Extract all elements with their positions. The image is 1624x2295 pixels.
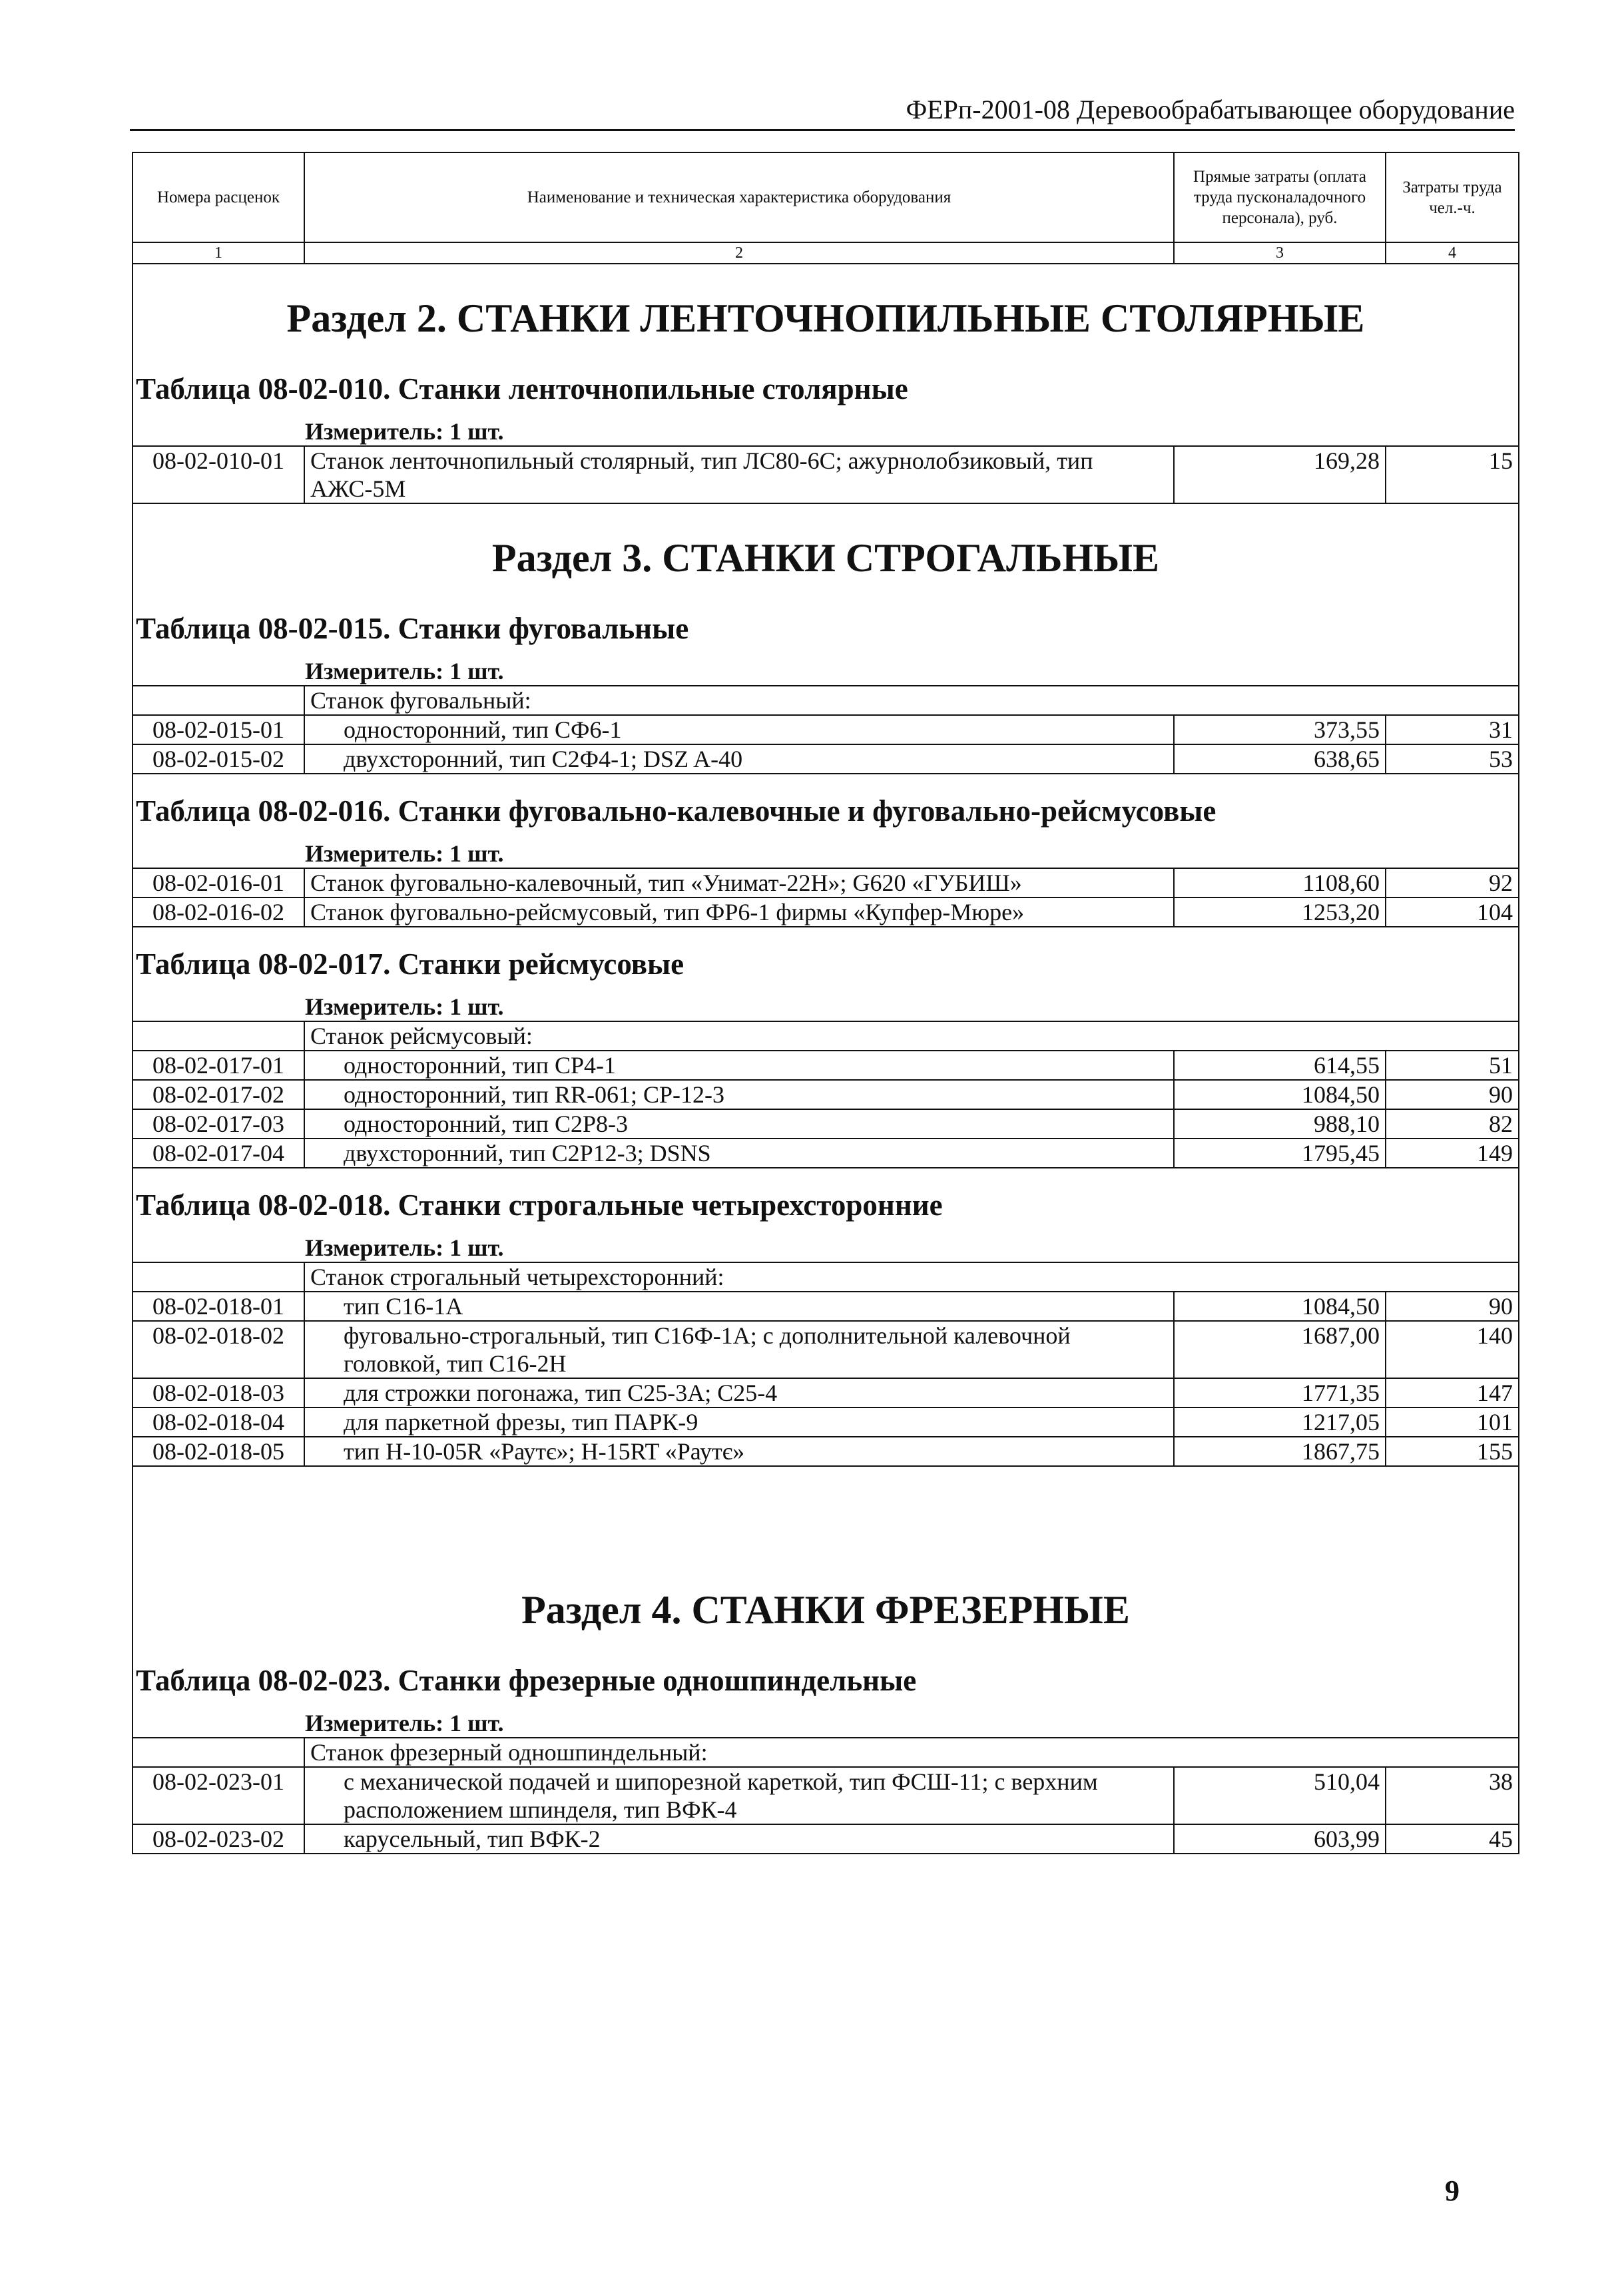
table-spacer — [133, 774, 1519, 784]
rate-code: 08-02-017-02 — [133, 1080, 304, 1109]
equipment-name: Станок фуговально-калевочный, тип «Унимат-22Н»; G620 «ГУБИШ» — [304, 868, 1174, 897]
labor-hours: 155 — [1386, 1437, 1519, 1466]
running-header: ФЕРп-2001-08 Деревообрабатывающее оборудование — [130, 95, 1515, 131]
direct-cost: 603,99 — [1174, 1824, 1386, 1854]
rate-code: 08-02-023-01 — [133, 1767, 304, 1824]
group-code-cell — [133, 1021, 304, 1051]
table-title: Таблица 08-02-016. Станки фуговально-калевочные и фуговально-рейсмусовые — [133, 784, 1519, 836]
labor-hours: 31 — [1386, 715, 1519, 744]
rate-code: 08-02-017-01 — [133, 1051, 304, 1080]
group-row — [133, 1738, 1519, 1767]
equipment-name: для паркетной фрезы, тип ПАРК-9 — [304, 1407, 1174, 1437]
measure-unit: Измеритель: 1 шт. — [133, 653, 1519, 686]
header-labor-costs: Затраты труда чел.-ч. — [1386, 152, 1519, 242]
direct-cost: 373,55 — [1174, 715, 1386, 744]
labor-hours: 140 — [1386, 1321, 1519, 1378]
equipment-name: тип H-10-05R «Раутє»; H-15RT «Раутє» — [304, 1437, 1174, 1466]
spacer-cell — [133, 927, 1519, 937]
direct-cost: 1867,75 — [1174, 1437, 1386, 1466]
table-spacer — [133, 1168, 1519, 1178]
labor-hours: 104 — [1386, 897, 1519, 927]
equipment-name: односторонний, тип RR-061; CP-12-3 — [304, 1080, 1174, 1109]
section-row — [133, 1466, 1519, 1653]
direct-cost: 1108,60 — [1174, 868, 1386, 897]
column-number-2: 2 — [304, 242, 1174, 264]
direct-cost: 1795,45 — [1174, 1139, 1386, 1168]
column-number-3: 3 — [1174, 242, 1386, 264]
rate-code: 08-02-023-02 — [133, 1824, 304, 1854]
labor-hours: 53 — [1386, 744, 1519, 774]
measure-row — [133, 1705, 1519, 1738]
equipment-name: фуговально-строгальный, тип С16Ф-1А; с дополнительной калевочной головкой, тип С16-2Н — [304, 1321, 1174, 1378]
direct-cost: 1253,20 — [1174, 897, 1386, 927]
equipment-name: для строжки погонажа, тип С25-3А; С25-4 — [304, 1378, 1174, 1407]
measure-row — [133, 836, 1519, 868]
rate-code: 08-02-017-04 — [133, 1139, 304, 1168]
direct-cost: 1687,00 — [1174, 1321, 1386, 1378]
rate-code: 08-02-018-05 — [133, 1437, 304, 1466]
rate-code: 08-02-018-03 — [133, 1378, 304, 1407]
group-code-cell — [133, 1262, 304, 1292]
table-row — [133, 1080, 1519, 1109]
table-title: Таблица 08-02-010. Станки ленточнопильные столярные — [133, 362, 1519, 413]
group-label: Станок строгальный четырехсторонний: — [304, 1262, 1519, 1292]
direct-cost: 1771,35 — [1174, 1378, 1386, 1407]
header-equipment-name: Наименование и техническая характеристика оборудования — [304, 152, 1174, 242]
table-row — [133, 1321, 1519, 1378]
labor-hours: 90 — [1386, 1080, 1519, 1109]
labor-hours: 147 — [1386, 1378, 1519, 1407]
table-row — [133, 1051, 1519, 1080]
group-label: Станок фуговальный: — [304, 686, 1519, 715]
direct-cost: 510,04 — [1174, 1767, 1386, 1824]
labor-hours: 101 — [1386, 1407, 1519, 1437]
labor-hours: 51 — [1386, 1051, 1519, 1080]
table-title-row — [133, 1178, 1519, 1230]
table-row — [133, 1378, 1519, 1407]
equipment-name: двухсторонний, тип С2Р12-3; DSNS — [304, 1139, 1174, 1168]
labor-hours: 15 — [1386, 446, 1519, 503]
table-title-row — [133, 1653, 1519, 1705]
equipment-name: двухсторонний, тип С2Ф4-1; DSZ A-40 — [304, 744, 1174, 774]
labor-hours: 90 — [1386, 1292, 1519, 1321]
rates-table — [132, 152, 1519, 1854]
table-title-row — [133, 362, 1519, 413]
measure-unit: Измеритель: 1 шт. — [133, 1230, 1519, 1262]
group-label: Станок фрезерный одношпиндельный: — [304, 1738, 1519, 1767]
labor-hours: 38 — [1386, 1767, 1519, 1824]
table-row — [133, 868, 1519, 897]
measure-row — [133, 1230, 1519, 1262]
table-row — [133, 1292, 1519, 1321]
measure-unit: Измеритель: 1 шт. — [133, 413, 1519, 446]
header-rate-numbers: Номера расценок — [133, 152, 304, 242]
table-spacer — [133, 927, 1519, 937]
direct-cost: 169,28 — [1174, 446, 1386, 503]
table-row — [133, 1767, 1519, 1824]
equipment-name: с механической подачей и шипорезной кареткой, тип ФСШ-11; с верхним расположением шпинделя, тип ВФК-4 — [304, 1767, 1174, 1824]
table-title-row — [133, 937, 1519, 989]
header-direct-costs: Прямые затраты (оплата труда пусконаладочного персонала), руб. — [1174, 152, 1386, 242]
group-row — [133, 1262, 1519, 1292]
group-code-cell — [133, 1738, 304, 1767]
measure-unit: Измеритель: 1 шт. — [133, 989, 1519, 1021]
rate-code: 08-02-018-04 — [133, 1407, 304, 1437]
table-title-row — [133, 601, 1519, 653]
table-title: Таблица 08-02-023. Станки фрезерные одношпиндельные — [133, 1653, 1519, 1705]
measure-unit: Измеритель: 1 шт. — [133, 836, 1519, 868]
table-row — [133, 1109, 1519, 1139]
labor-hours: 92 — [1386, 868, 1519, 897]
equipment-name: тип С16-1А — [304, 1292, 1174, 1321]
rate-code: 08-02-010-01 — [133, 446, 304, 503]
table-row — [133, 715, 1519, 744]
rate-code: 08-02-017-03 — [133, 1109, 304, 1139]
group-label: Станок рейсмусовый: — [304, 1021, 1519, 1051]
table-row — [133, 744, 1519, 774]
table-title: Таблица 08-02-015. Станки фуговальные — [133, 601, 1519, 653]
direct-cost: 1084,50 — [1174, 1292, 1386, 1321]
spacer-cell — [133, 1168, 1519, 1178]
equipment-name: карусельный, тип ВФК-2 — [304, 1824, 1174, 1854]
table-title-row — [133, 784, 1519, 836]
equipment-name: Станок фуговально-рейсмусовый, тип ФР6-1 фирмы «Купфер-Мюре» — [304, 897, 1174, 927]
labor-hours: 82 — [1386, 1109, 1519, 1139]
table-row — [133, 1407, 1519, 1437]
column-number-1: 1 — [133, 242, 304, 264]
rate-code: 08-02-018-01 — [133, 1292, 304, 1321]
table-row — [133, 897, 1519, 927]
group-code-cell — [133, 686, 304, 715]
table-row — [133, 446, 1519, 503]
table-row — [133, 1824, 1519, 1854]
measure-row — [133, 989, 1519, 1021]
rate-code: 08-02-016-02 — [133, 897, 304, 927]
rates-table-wrapper — [132, 152, 1518, 1854]
table-header-row — [133, 152, 1519, 242]
rate-code: 08-02-018-02 — [133, 1321, 304, 1378]
labor-hours: 149 — [1386, 1139, 1519, 1168]
section-title: Раздел 2. СТАНКИ ЛЕНТОЧНОПИЛЬНЫЕ СТОЛЯРНЫЕ — [133, 264, 1519, 362]
equipment-name: односторонний, тип С2Р8-3 — [304, 1109, 1174, 1139]
group-row — [133, 686, 1519, 715]
direct-cost: 1084,50 — [1174, 1080, 1386, 1109]
page-number: 9 — [1445, 2174, 1460, 2207]
group-row — [133, 1021, 1519, 1051]
rate-code: 08-02-015-01 — [133, 715, 304, 744]
table-title: Таблица 08-02-017. Станки рейсмусовые — [133, 937, 1519, 989]
section-row — [133, 264, 1519, 362]
spacer-cell — [133, 774, 1519, 784]
section-title: Раздел 4. СТАНКИ ФРЕЗЕРНЫЕ — [133, 1466, 1519, 1653]
section-row — [133, 503, 1519, 601]
measure-unit: Измеритель: 1 шт. — [133, 1705, 1519, 1738]
direct-cost: 614,55 — [1174, 1051, 1386, 1080]
direct-cost: 988,10 — [1174, 1109, 1386, 1139]
measure-row — [133, 653, 1519, 686]
equipment-name: односторонний, тип СР4-1 — [304, 1051, 1174, 1080]
section-title: Раздел 3. СТАНКИ СТРОГАЛЬНЫЕ — [133, 503, 1519, 601]
rate-code: 08-02-015-02 — [133, 744, 304, 774]
rate-code: 08-02-016-01 — [133, 868, 304, 897]
equipment-name: односторонний, тип СФ6-1 — [304, 715, 1174, 744]
table-row — [133, 1139, 1519, 1168]
measure-row — [133, 413, 1519, 446]
direct-cost: 638,65 — [1174, 744, 1386, 774]
labor-hours: 45 — [1386, 1824, 1519, 1854]
table-title: Таблица 08-02-018. Станки строгальные четырехсторонние — [133, 1178, 1519, 1230]
column-number-row — [133, 242, 1519, 264]
direct-cost: 1217,05 — [1174, 1407, 1386, 1437]
column-number-4: 4 — [1386, 242, 1519, 264]
equipment-name: Станок ленточнопильный столярный, тип ЛС80-6С; ажурнолобзиковый, тип АЖС-5М — [304, 446, 1174, 503]
table-row — [133, 1437, 1519, 1466]
